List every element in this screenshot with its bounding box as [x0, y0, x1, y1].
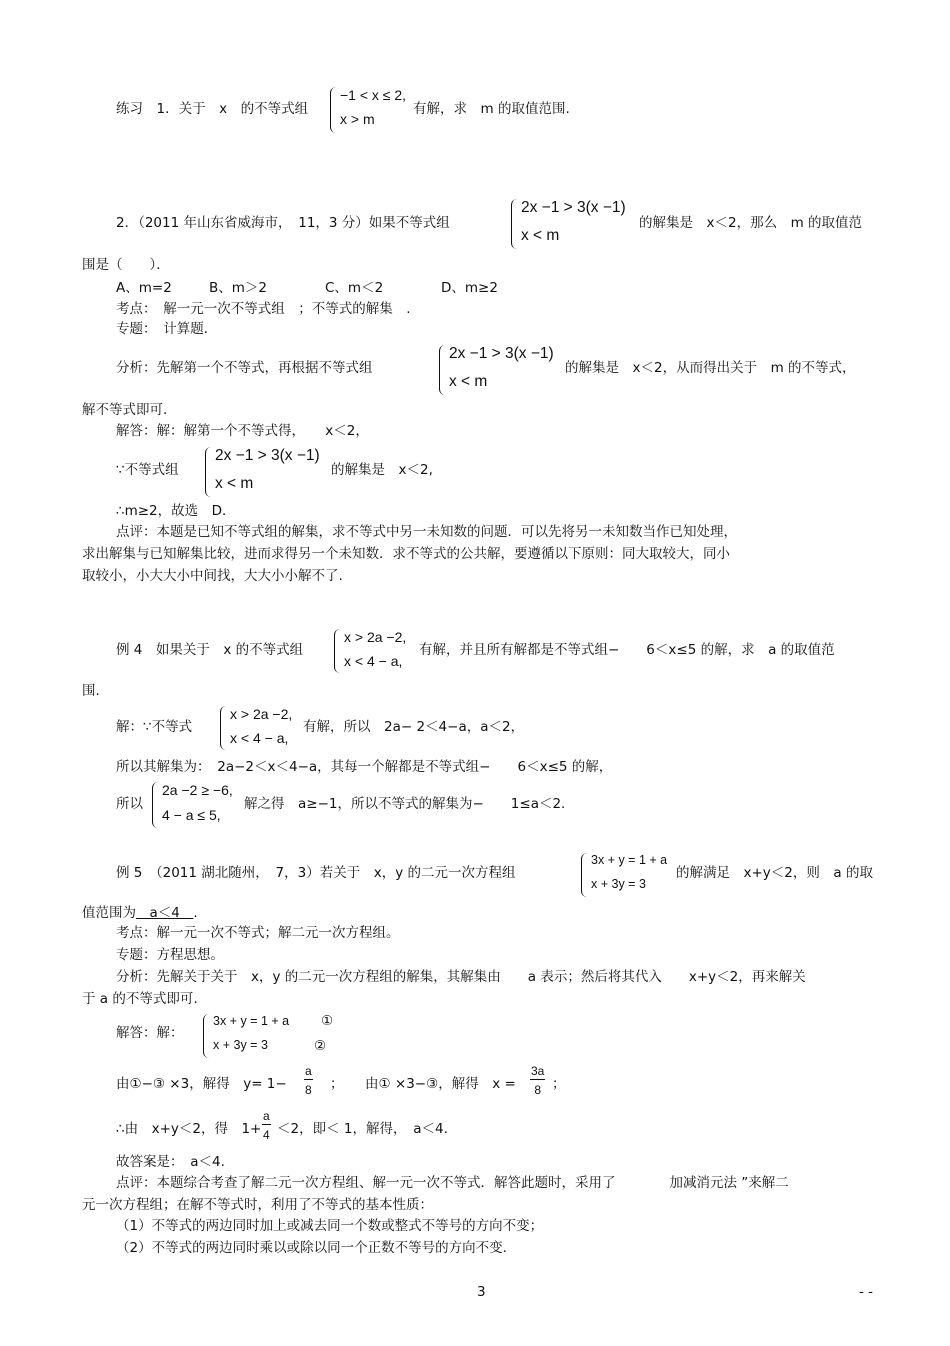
circled-mark-1: ①	[321, 1013, 334, 1029]
zhuanti-line: 专题： 计算题．	[116, 321, 218, 337]
fraction-numerator: 3a	[531, 1064, 545, 1078]
exercise1-prefix: 练习 1．关于 x 的不等式组	[116, 101, 309, 117]
fraction-b	[530, 1064, 545, 1097]
system-row: 3x + y = 1 + a	[213, 1014, 290, 1028]
system-row: 2x −1 > 3(x −1)	[449, 345, 554, 362]
system-row: −1 < x ≤ 2,	[340, 87, 407, 103]
kaodian-line: 考点： 解一元一次不等式组 ；不等式的解集 .	[116, 301, 411, 317]
comment-line: 点评：本题是已知不等式组的解集，求不等式中另一未知数的问题．可以先将另一未知数当作已知处理，	[116, 524, 737, 540]
fraction-numerator: a	[263, 1109, 270, 1123]
system-row: 4 − a ≤ 5,	[162, 807, 221, 823]
kaodian-line: 考点：解一元一次不等式；解二元一次方程组。	[116, 925, 400, 941]
option-a: A、m=2	[116, 280, 172, 296]
step-c-prefix: ∴由 x+y＜2，得 1+	[116, 1121, 262, 1137]
system-row: x + 3y = 3	[213, 1038, 268, 1052]
brace	[220, 706, 227, 750]
option-b: B、m＞2	[209, 280, 268, 296]
fraction-numerator: a	[305, 1064, 312, 1078]
system-row: x < 4 − a,	[230, 730, 289, 746]
analysis-prefix: 分析：先解第一个不等式，再根据不等式组	[116, 360, 373, 376]
final-answer: 故答案是： a＜4.	[116, 1154, 225, 1170]
example4-line3-suffix: 解之得 a≥−1，所以不等式的解集为− 1≤a＜2.	[244, 796, 566, 812]
system-row: x < m	[215, 475, 254, 492]
brace	[330, 87, 337, 133]
brace	[439, 345, 446, 395]
brace	[152, 782, 159, 828]
system-row: x < m	[449, 373, 488, 390]
comment-line: 取较小，小大大小中间找，大大小小解不了.	[82, 568, 343, 584]
step-b-suffix: ；	[552, 1076, 566, 1092]
system-row: 3x + y = 1 + a	[591, 853, 668, 867]
example5-suffix: 的解满足 x+y＜2，则 a 的取	[676, 865, 873, 881]
fill-in-answer: a＜4	[136, 905, 194, 921]
step-a-prefix: 由①−③ ×3，解得 y= 1−	[116, 1076, 287, 1092]
therefore-line: ∴m≥2，故选 D．	[116, 503, 236, 519]
brace	[334, 629, 341, 673]
example4-line3-prefix: 所以	[116, 796, 143, 812]
fraction-a	[304, 1064, 313, 1097]
because-suffix: 的解集是 x＜2,	[331, 462, 433, 478]
example4-continuation: 围.	[82, 683, 100, 699]
example4-line: 所以其解集为： 2a−2＜x＜4−a，其每一个解都是不等式组− 6＜x≤5 的解，	[116, 759, 613, 775]
question2-prefix: 2．（2011 年山东省威海市， 11，3 分）如果不等式组	[116, 215, 450, 231]
continuation-end: .	[193, 905, 198, 921]
page-number: 3	[477, 1284, 486, 1300]
example4-prefix: 例 4 如果关于 x 的不等式组	[116, 642, 304, 658]
system-row: x + 3y = 3	[591, 877, 646, 891]
answer-line: 解答：解：解第一个不等式得， x＜2，	[116, 423, 369, 439]
example4-solution-suffix: 有解，所以 2a− 2＜4−a，a＜2，	[303, 719, 525, 735]
footer-dash: - -	[859, 1284, 874, 1300]
exercise1-suffix: 有解，求 m 的取值范围.	[413, 101, 570, 117]
fraction-denominator: 4	[263, 1128, 270, 1142]
example4-solution-prefix: 解：∵不等式	[116, 719, 193, 735]
analysis-line: 于 a 的不等式即可.	[82, 991, 198, 1007]
example5-prefix: 例 5 （2011 湖北随州， 7，3）若关于 x，y 的二元一次方程组	[116, 865, 516, 881]
system-row: x > 2a −2,	[344, 629, 407, 645]
analysis-suffix: 的解集是 x＜2，从而得出关于 m 的不等式，	[565, 360, 856, 376]
analysis-continuation: 解不等式即可.	[82, 402, 168, 418]
system-row: 2x −1 > 3(x −1)	[215, 447, 320, 464]
circled-mark-2: ②	[314, 1038, 327, 1054]
option-d: D、m≥2	[441, 280, 498, 296]
question2-suffix: 的解集是 x＜2，那么 m 的取值范	[639, 215, 863, 231]
brace	[203, 1014, 210, 1058]
continuation-text: 值范围为	[82, 905, 136, 921]
system-row: x > m	[340, 111, 375, 127]
comment-line: 元一次方程组；在解不等式时，利用了不等式的基本性质：	[82, 1197, 433, 1213]
comment-line: 点评：本题综合考查了解二元一次方程组、解一元一次不等式．解答此题时，采用了 加减消元法 ”来解二	[116, 1175, 789, 1191]
fraction-c	[262, 1109, 271, 1142]
example4-suffix: 有解，并且所有解都是不等式组− 6＜x≤5 的解，求 a 的取值范	[419, 642, 835, 658]
brace	[511, 199, 518, 249]
step-a-suffix: ；	[330, 1076, 344, 1092]
system-row: x < 4 − a,	[344, 653, 403, 669]
system-row: 2x −1 > 3(x −1)	[521, 199, 626, 216]
brace	[581, 853, 588, 897]
system-row: x > 2a −2,	[230, 706, 293, 722]
rule-1: （1）不等式的两边同时加上或减去同一个数或整式不等号的方向不变；	[116, 1218, 544, 1234]
step-b-prefix: 由① ×3−③，解得 x =	[365, 1076, 516, 1092]
step-c-suffix: ＜2，即＜ 1，解得， a＜4.	[277, 1121, 448, 1137]
option-c: C、m＜2	[325, 280, 384, 296]
comment-line: 求出解集与已知解集比较，进而求得另一个未知数．求不等式的公共解，要遵循以下原则：同大取较大，同小	[82, 546, 730, 562]
fraction-denominator: 8	[534, 1083, 542, 1097]
example5-answer-prefix: 解答：解：	[116, 1025, 184, 1041]
system-row: x < m	[521, 227, 560, 244]
fraction-denominator: 8	[305, 1083, 312, 1097]
system-row: 2a −2 ≥ −6,	[162, 782, 233, 798]
zhuanti-line: 专题：方程思想。	[116, 947, 224, 963]
question2-continuation: 围是（ ）．	[82, 257, 170, 273]
example5-continuation	[82, 904, 198, 922]
analysis-line: 分析：先解关于关于 x，y 的二元一次方程组的解集，其解集由 a 表示；然后将其代入 x+y＜2，再来解关	[116, 969, 806, 985]
because-prefix: ∵不等式组	[116, 462, 179, 478]
rule-2: （2）不等式的两边同时乘以或除以同一个正数不等号的方向不变.	[116, 1240, 507, 1256]
brace	[205, 447, 212, 497]
